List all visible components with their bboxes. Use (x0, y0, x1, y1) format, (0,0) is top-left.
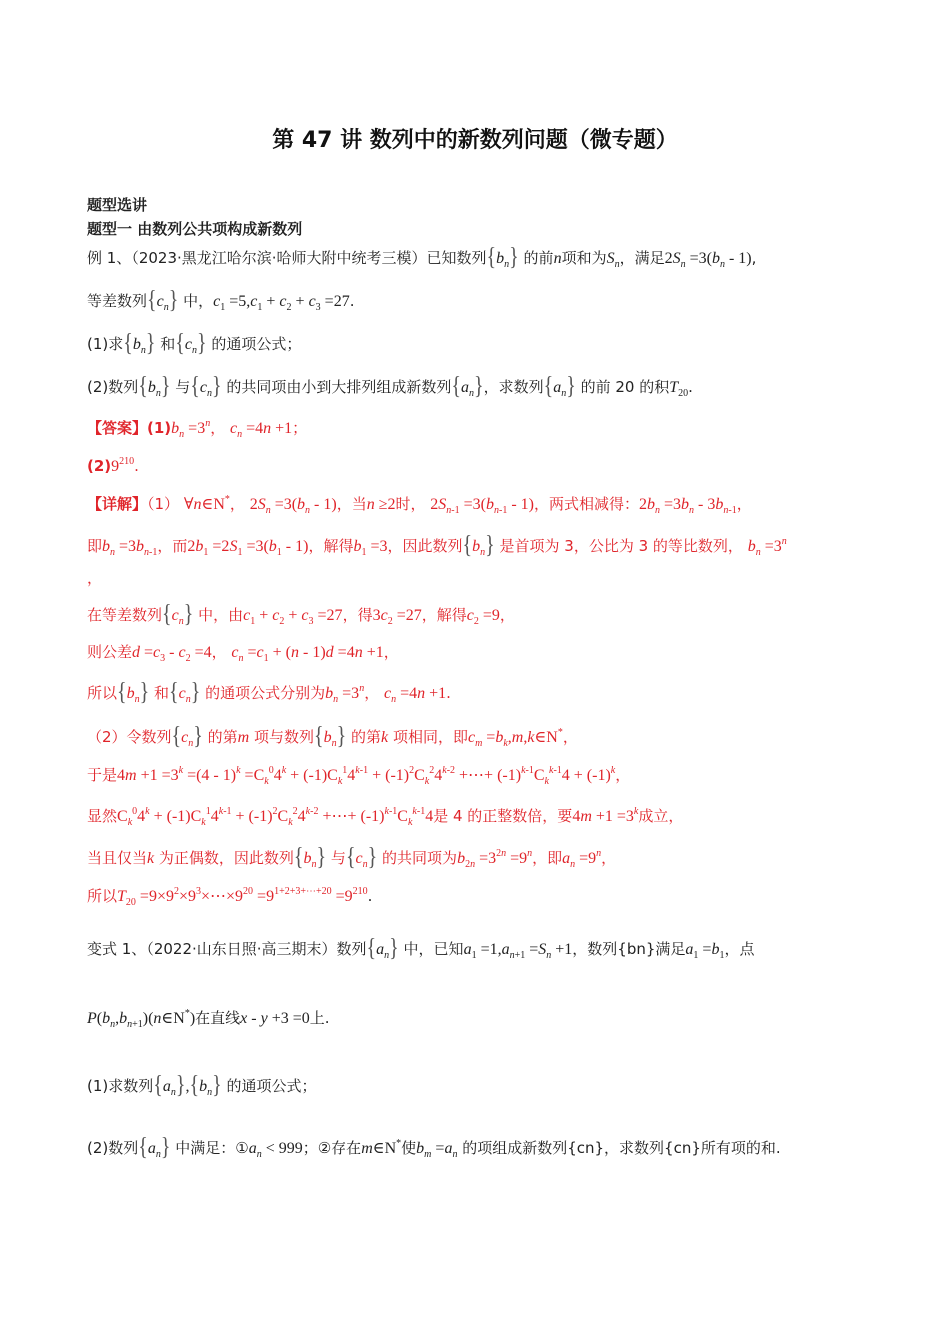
ex1-detail-3: 在等差数列$\{c_n\}$ 中，由$c_1 + c_2 + c_3 =27$，得$3c_2 =27$，解得$c_2 =9$， (87, 600, 515, 628)
ex1-part2-5: 所以$T_{20}$ $=9\times 9^2\times 9^3\times\cdots\times 9^{20} =9^{1+2+3+\cdots+20} =9^{210}$. (87, 886, 373, 908)
ex1-detail-2: 即$b_n =3b_{n-1}$，而$2b_1 =2S_1 =3(b_1 - 1)$，解得$b_1 =3$，因此数列$\{b_n\}$ 是首项为 3，公比为 3 的等比数列， $b_n =3^n$ (87, 531, 787, 559)
ex1-part2-1: （2）令数列$\{c_n\}$ 的第m 项与数列$\{b_n\}$ 的第k 项相同，即$c_m$ $=b_k,m,k\in N^*$， (87, 722, 578, 750)
var1-q1: (1)求数列$\{a_n\},\{b_n\}$ 的通项公式； (87, 1071, 317, 1099)
ex1-answer-1: 【答案】$(1)b_n =3^n$， $c_n =4n +1$； (87, 418, 308, 440)
ex1-q2: (2)数列$\{b_n\}$ 与$\{c_n\}$ 的共同项由小到大排列组成新数列$\{a_n\}$，求数列$\{a_n\}$ 的前 20 的积$T_{20}$. (87, 372, 693, 400)
page-title: 第 47 讲 数列中的新数列问题（微专题） (272, 128, 678, 153)
ex1-detail-5: 所以$\{b_n\}$ 和$\{c_n\}$ 的通项公式分别为$b_n =3^n$， $c_n =4n +1$. (87, 678, 451, 706)
ex1-part2-4: 当且仅当k 为正偶数，因此数列$\{b_n\}$ 与$\{c_n\}$ 的共同项为$b_{2n} =3^{2n} =9^n$，即$a_n =9^n$， (87, 843, 617, 871)
section-header: 题型选讲 (87, 196, 148, 214)
type1-heading: 题型一 由数列公共项构成新数列 (87, 220, 303, 238)
ex1-detail-2-comma: ， (87, 569, 103, 587)
ex1-line2: 等差数列$\{c_n\}$ 中，$c_1 =5,c_1 + c_2 + c_3 =27$. (87, 286, 355, 314)
ex1-detail-4: 则公差$d =c_3 - c_2 =4$， $c_n =c_1 + (n - 1)d =4n +1$， (87, 643, 399, 664)
ex1-q1: (1)求$\{b_n\}$ 和$\{c_n\}$ 的通项公式； (87, 329, 302, 357)
var1-statement: 变式 1、（2022·山东日照·高三期末）数列$\{a_n\}$ 中，已知$a_1 =1,a_{n+1} =S_n +1$，数列{bn}满足$a_1 =b_1$，点 (87, 934, 755, 962)
var1-line2: $P(b_n,b_{n+1})(n\in N^*)$在直线x - y +3 =0上. (87, 1008, 330, 1030)
ex1-detail-1: 【详解】（1） ∀n∈N*， $2S_n =3(b_n - 1)$，当n ≥2时， $2S_{n-1} =3(b_{n-1} - 1)$，两式相减得：$2b_n =3b_n - 3b_{n-1}$， (87, 494, 752, 516)
ex1-statement: 例 1、（2023·黑龙江哈尔滨·哈师大附中统考三模）已知数列$\{b_n\}$ 的前n项和为$S_n$，满足$2S_n =3(b_n - 1)$, (87, 243, 757, 271)
ex1-part2-3: 显然$C_k^04^k + (-1)C_k^14^{k-1} + (-1)^2C_k^24^{k-2}$ +⋯+ $(-1)^{k-1}C_k^{k-1}4$是 4 的正整数倍，要$4m +1 =3^k$成立， (87, 806, 684, 828)
ex1-part2-2: 于是$4m +1 =3^k =(4 - 1)^k =C_k^04^k + (-1)C_k^14^{k-1} + (-1)^2C_k^24^{k-2}$ +⋯+ $(-1)^{k-1}C_k^{k-1}4 + (-1)^k$， (87, 765, 631, 787)
var1-q2: (2)数列$\{a_n\}$ 中满足：$①a_n < 999$；②存在m∈N*使$b_m =a_n$ 的项组成新数列{cn}，求数列{cn}所有项的和. (87, 1133, 781, 1161)
ex1-answer-2: $(2)9^{210}$. (87, 456, 139, 475)
